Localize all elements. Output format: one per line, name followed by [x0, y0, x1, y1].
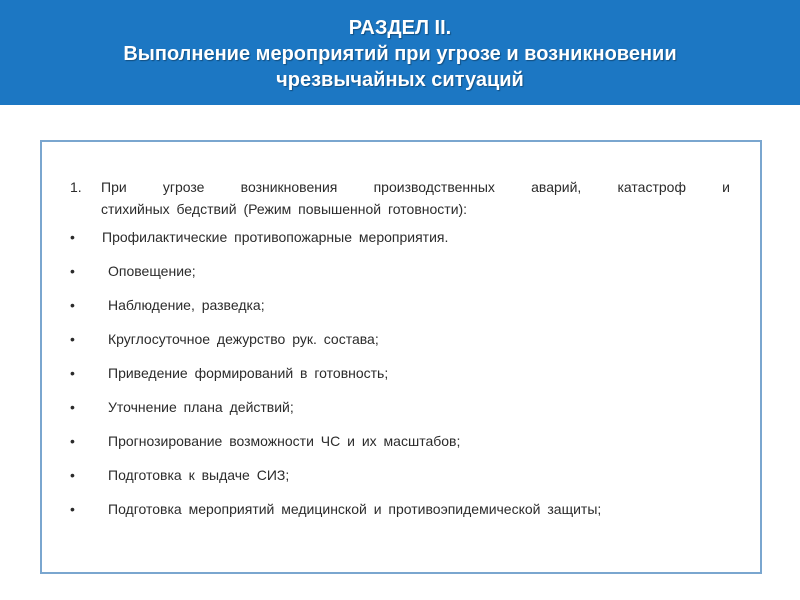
list-item — [70, 424, 730, 458]
bullet-icon: • — [70, 297, 75, 313]
bullet-icon: • — [70, 501, 75, 517]
section-title-line-2: чрезвычайных ситуаций — [276, 68, 524, 91]
list-item-text: Круглосуточное дежурство рук. состава; — [108, 331, 379, 347]
bullet-icon: • — [70, 433, 75, 449]
bullet-icon: • — [70, 365, 75, 381]
list-item-text: Прогнозирование возможности ЧС и их масштабов; — [108, 433, 461, 449]
list-item-text: Уточнение плана действий; — [108, 399, 294, 415]
list-item-text: Оповещение; — [108, 263, 196, 279]
list-item-text: Подготовка мероприятий медицинской и противоэпидемической защиты; — [108, 501, 602, 517]
list-item — [70, 254, 730, 288]
content-list — [70, 176, 730, 526]
list-item-text: Приведение формирований в готовность; — [108, 365, 389, 381]
section-title-line-1: Выполнение мероприятий при угрозе и возникновении — [123, 42, 677, 65]
section-header — [0, 0, 800, 105]
bullet-icon: • — [70, 263, 75, 279]
bullet-icon: • — [70, 331, 75, 347]
numbered-marker: 1. — [70, 179, 82, 195]
list-item-text: Профилактические противопожарные мероприятия. — [102, 229, 449, 245]
section-number: РАЗДЕЛ II. — [348, 16, 452, 39]
list-item — [70, 322, 730, 356]
list-item — [70, 458, 730, 492]
bullet-icon: • — [70, 229, 75, 245]
list-item — [70, 492, 730, 526]
numbered-line-2: стихийных бедствий (Режим повышенной готовности): — [101, 201, 468, 217]
list-item-text: Подготовка к выдаче СИЗ; — [108, 467, 290, 483]
bullet-icon: • — [70, 467, 75, 483]
list-item-text: Наблюдение, разведка; — [108, 297, 265, 313]
numbered-line-1: При угрозе возникновения производственных аварий, катастроф и — [101, 179, 730, 195]
bullet-icon: • — [70, 399, 75, 415]
list-item — [70, 356, 730, 390]
list-item — [70, 288, 730, 322]
list-item — [70, 390, 730, 424]
content-panel — [40, 140, 762, 574]
numbered-item — [70, 176, 730, 220]
numbered-item-text — [101, 176, 730, 220]
list-item — [70, 220, 730, 254]
